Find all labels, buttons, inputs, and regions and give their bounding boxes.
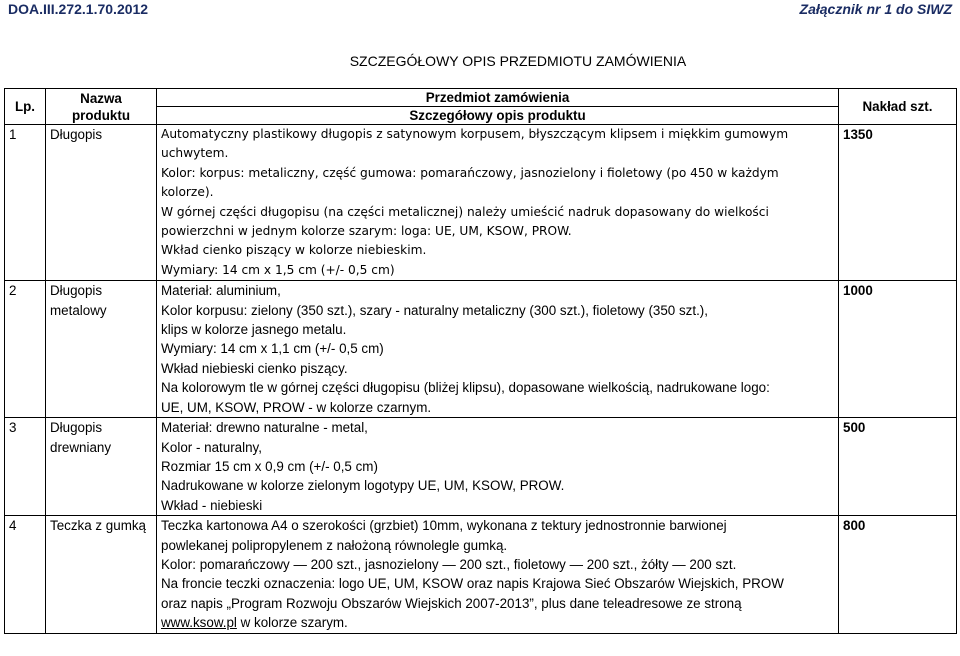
annex-label: Załącznik nr 1 do SIWZ [799,1,952,17]
row-qty: 1350 [839,125,957,281]
desc-line: Na froncie teczki oznaczenia: logo UE, UM, KSOW oraz napis Krajowa Sieć Obszarów Wiejskich, PROW [161,576,784,592]
row-name-line1: Długopis [50,283,103,299]
desc-line: Kolor: korpus: metaliczny, część gumowa: pomarańczowy, jasnozielony i fioletowy (po 450 w każdym [161,165,779,180]
desc-line: Materiał: drewno naturalne - metal, [161,420,368,436]
row-lp: 3 [5,418,46,516]
row-lp: 1 [5,125,46,281]
desc-line: Automatyczny plastikowy długopis z satynowym korpusem, błyszczącym klipsem i miękkim gumowym [161,127,789,141]
desc-line: Wkład - niebieski [161,497,263,513]
header-name-line1: Nazwa [80,90,122,106]
desc-line: oraz napis „Program Rozwoju Obszarów Wiejskich 2007-2013”, plus dane teleadresowe ze stroną [161,595,742,611]
document-title: SZCZEGÓŁOWY OPIS PRZEDMIOTU ZAMÓWIENIA [349,53,687,69]
row-qty: 500 [839,418,957,516]
table-header-row [5,89,957,107]
desc-line: Wymiary: 14 cm x 1,5 cm (+/- 0,5 cm) [161,262,395,277]
row-name [46,418,157,516]
desc-line: powierzchni w jednym kolorze szarym: loga: UE, UM, KSOW, PROW. [161,224,572,239]
header-lp: Lp. [5,89,46,125]
desc-line: Materiał: aluminium, [161,283,281,299]
row-name-line2: drewniany [50,439,112,455]
desc-line [161,613,834,632]
row-name: Teczka z gumką [46,516,157,633]
desc-line: klips w kolorze jasnego metalu. [161,322,347,338]
desc-line: Wkład cienko piszący w kolorze niebieskim. [161,243,427,258]
desc-line: Kolor korpusu: zielony (350 szt.), szary - naturalny metaliczny (300 szt.), fioletowy (350 szt.), [161,302,708,318]
desc-line: Wymiary: 14 cm x 1,1 cm (+/- 0,5 cm) [161,341,384,357]
header-qty: Nakład szt. [839,89,957,125]
desc-line: uchwytem. [161,146,229,161]
table-row [5,418,957,516]
row-name-line2: metalowy [50,302,107,318]
desc-line: Na kolorowym tle w górnej części długopisu (bliżej klipsu), dopasowane wielkością, nadrukowane logo: [161,380,770,396]
row-name-line1: Długopis [50,420,103,436]
header-desc: Szczegółowy opis produktu [157,107,839,125]
header-name [46,89,157,125]
desc-line: Kolor - naturalny, [161,439,262,455]
row-description [157,125,839,281]
row-qty: 1000 [839,281,957,418]
table-row [5,516,957,633]
desc-line: Wkład niebieski cienko piszący. [161,360,348,376]
header-group: Przedmiot zamówienia [157,89,839,107]
header-name-line2: produktu [71,107,130,123]
row-name: Długopis [46,125,157,281]
desc-line: Rozmiar 15 cm x 0,9 cm (+/- 0,5 cm) [161,458,378,474]
desc-line: W górnej części długopisu (na części metalicznej) należy umieścić nadruk dopasowany do wielkości [161,204,769,219]
row-name [46,281,157,418]
desc-line: Kolor: pomarańczowy — 200 szt., jasnozielony — 200 szt., fioletowy — 200 szt., żółty — 200 szt. [161,556,737,572]
table-row [5,125,957,281]
link-suffix: w kolorze szarym. [236,615,348,631]
ksow-website-link[interactable]: www.ksow.pl [161,615,237,631]
desc-line: Teczka kartonowa A4 o szerokości (grzbiet) 10mm, wykonana z tektury jednostronnie barwionej [161,518,727,534]
desc-line: Nadrukowane w kolorze zielonym logotypy UE, UM, KSOW, PROW. [161,478,565,494]
document-reference: DOA.III.272.1.70.2012 [8,1,149,17]
row-lp: 4 [5,516,46,633]
table-row [5,281,957,418]
desc-line: kolorze). [161,185,214,200]
row-lp: 2 [5,281,46,418]
row-description [157,516,839,633]
desc-line: powlekanej polipropylenem z nałożoną równolegle gumką. [161,537,508,553]
row-description [157,281,839,418]
specification-table [4,88,957,634]
desc-line: UE, UM, KSOW, PROW - w kolorze czarnym. [161,399,432,415]
row-description [157,418,839,516]
row-qty: 800 [839,516,957,633]
